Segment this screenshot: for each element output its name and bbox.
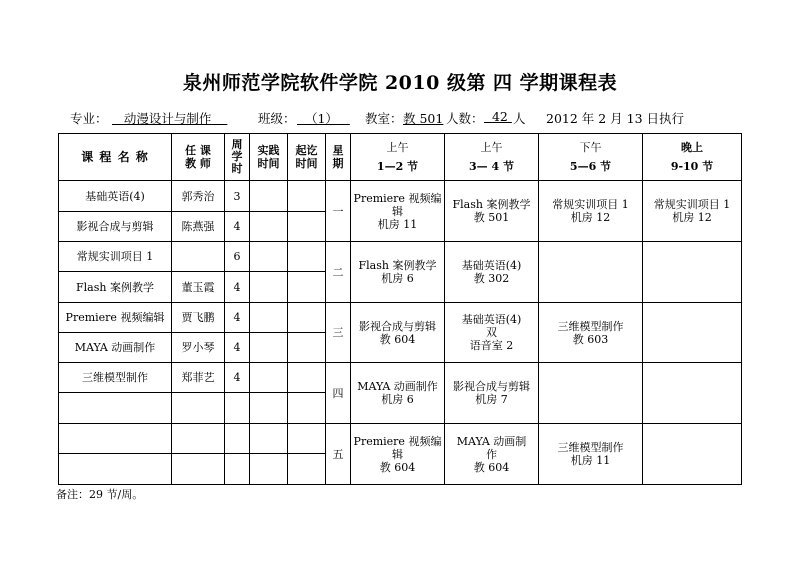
classroom-label: 教室： [365,111,403,126]
slot-wed-eve [643,303,742,363]
period-cell [288,303,326,333]
course-hours: 4 [225,333,250,363]
period-cell [288,242,326,272]
course-teacher [172,393,225,424]
practice-time-cell [250,424,288,454]
course-hours [225,393,250,424]
course-schedule-table [58,133,742,485]
course-teacher: 董玉霞 [172,272,225,303]
class-value: （1） [304,111,338,126]
course-name [59,424,172,454]
headcount-value: 42 [491,109,508,124]
period-cell [288,393,326,424]
table-row [59,181,742,212]
slot-thu-eve [643,363,742,424]
course-name: Premiere 视频编辑 [59,303,172,333]
slot-wed-pm: 三维模型制作 教 603 [539,303,643,363]
footnote: 备注：29 节/周。 [56,488,144,501]
header-am-3-4: 上午 3— 4 节 [445,134,539,181]
course-name [59,454,172,485]
course-hours: 6 [225,242,250,272]
slot-mon-eve: 常规实训项目 1 机房 12 [643,181,742,242]
period-cell [288,424,326,454]
course-teacher [172,454,225,485]
header-teacher: 任 课 教 师 [172,134,225,181]
slot-tue-am2: 基础英语(4) 教 302 [445,242,539,303]
weekday-label: 四 [326,363,351,424]
slot-fri-eve [643,424,742,485]
practice-time-cell [250,333,288,363]
period-cell [288,363,326,393]
course-teacher [172,242,225,272]
slot-thu-am2: 影视合成与剪辑 机房 7 [445,363,539,424]
period-cell [288,333,326,363]
slot-thu-pm [539,363,643,424]
major-label: 专业： [70,111,108,126]
slot-tue-eve [643,242,742,303]
course-name: 影视合成与剪辑 [59,212,172,242]
course-teacher [172,424,225,454]
weekday-label: 五 [326,424,351,485]
header-period: 起讫 时间 [288,134,326,181]
practice-time-cell [250,363,288,393]
headcount-unit: 人 [513,111,526,126]
practice-time-cell [250,454,288,485]
course-teacher: 陈燕强 [172,212,225,242]
practice-time-cell [250,212,288,242]
practice-time-cell [250,181,288,212]
header-evening-9-10: 晚上 9-10 节 [643,134,742,181]
practice-time-cell [250,242,288,272]
weekday-label: 一 [326,181,351,242]
slot-fri-am2: MAYA 动画制 作 教 604 [445,424,539,485]
course-hours: 4 [225,363,250,393]
header-row [59,134,742,181]
course-hours [225,454,250,485]
slot-wed-am1: 影视合成与剪辑 教 604 [351,303,445,363]
slot-mon-pm: 常规实训项目 1 机房 12 [539,181,643,242]
period-cell [288,212,326,242]
course-teacher: 郑菲艺 [172,363,225,393]
schedule-info-line [0,109,800,129]
slot-tue-pm [539,242,643,303]
practice-time-cell [250,272,288,303]
page-title: 泉州师范学院软件学院 2010 级第 四 学期课程表 [182,72,618,94]
header-pm-5-6: 下午 5—6 节 [539,134,643,181]
header-course-name: 课 程 名 称 [59,134,172,181]
weekday-label: 二 [326,242,351,303]
classroom-value: 教 501 [403,111,444,126]
period-cell [288,181,326,212]
course-name: 基础英语(4) [59,181,172,212]
practice-time-cell [250,393,288,424]
course-name [59,393,172,424]
course-hours: 3 [225,181,250,212]
table-row [59,363,742,393]
header-am-1-2: 上午 1—2 节 [351,134,445,181]
course-name: 三维模型制作 [59,363,172,393]
header-weekly-hours: 周 学 时 [225,134,250,181]
practice-time-cell [250,303,288,333]
headcount-label: 人数： [446,111,484,126]
course-name: Flash 案例教学 [59,272,172,303]
weekday-label: 三 [326,303,351,363]
table-row [59,424,742,454]
slot-tue-am1: Flash 案例教学 机房 6 [351,242,445,303]
slot-mon-am2: Flash 案例教学 教 501 [445,181,539,242]
header-weekday: 星 期 [326,134,351,181]
course-name: MAYA 动画制作 [59,333,172,363]
course-hours [225,424,250,454]
course-hours: 4 [225,212,250,242]
course-hours: 4 [225,303,250,333]
major-value: 动漫设计与制作 [123,111,212,126]
slot-fri-am1: Premiere 视频编 辑 教 604 [351,424,445,485]
table-row [59,303,742,333]
table-row [59,242,742,272]
course-teacher: 罗小琴 [172,333,225,363]
period-cell [288,454,326,485]
class-label: 班级： [258,111,296,126]
execution-date: 2012 年 2 月 13 日执行 [546,111,685,126]
slot-wed-am2: 基础英语(4) 双 语音室 2 [445,303,539,363]
course-teacher: 贾飞鹏 [172,303,225,333]
slot-fri-pm: 三维模型制作 机房 11 [539,424,643,485]
course-name: 常规实训项目 1 [59,242,172,272]
course-hours: 4 [225,272,250,303]
course-teacher: 郭秀治 [172,181,225,212]
period-cell [288,272,326,303]
header-practice-time: 实践 时间 [250,134,288,181]
slot-thu-am1: MAYA 动画制作 机房 6 [351,363,445,424]
slot-mon-am1: Premiere 视频编 辑 机房 11 [351,181,445,242]
